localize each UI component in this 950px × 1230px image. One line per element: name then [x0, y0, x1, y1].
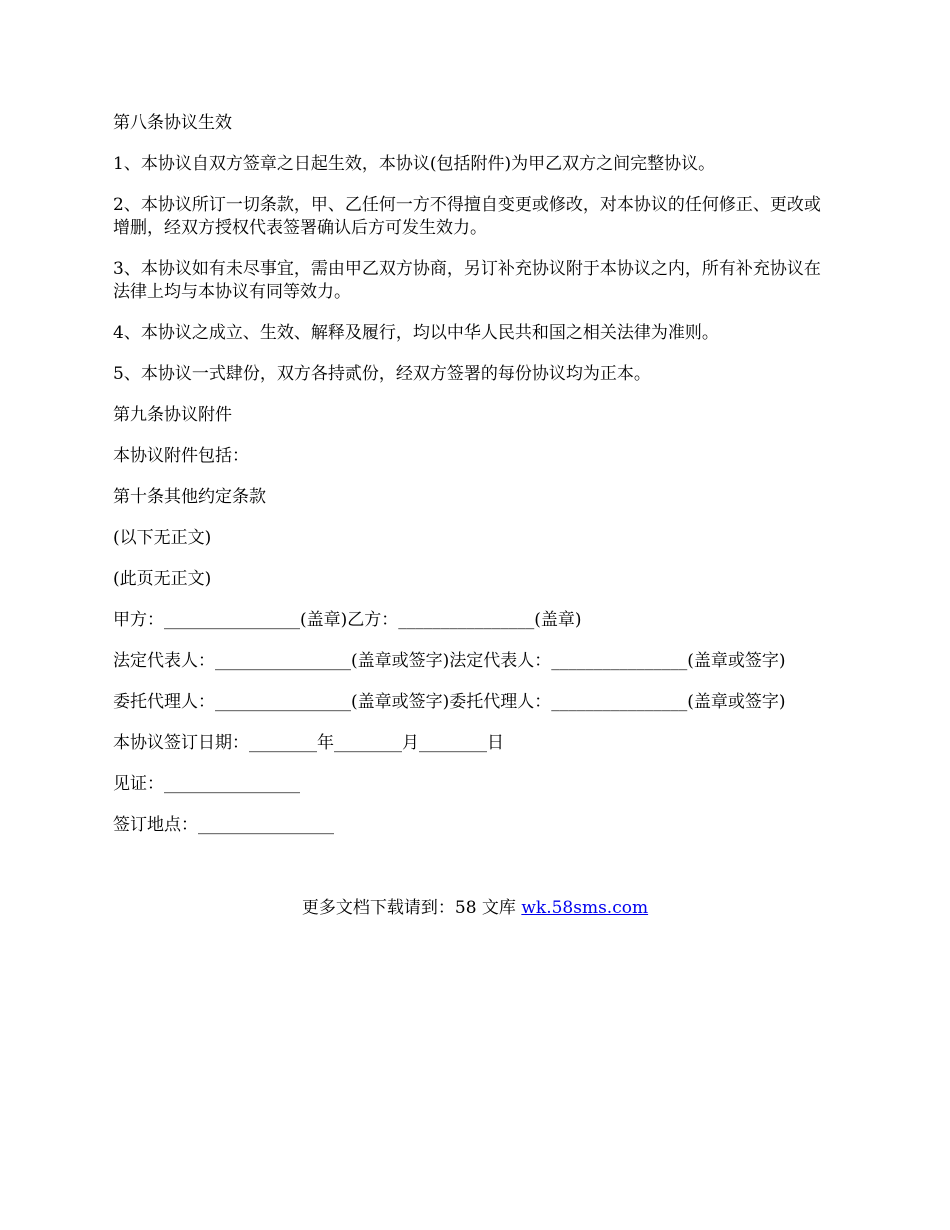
clause-8-2: 2、本协议所订一切条款，甲、乙任何一方不得擅自变更或修改，对本协议的任何修正、更改或增删，经双方授权代表签署确认后方可发生效力。 — [113, 195, 821, 238]
blank-page-note: (此页无正文) — [113, 569, 212, 589]
legal-representative-line: 法定代表人：________________(盖章或签字)法定代表人：________________(盖章或签字) — [113, 651, 786, 671]
clause-8-4: 4、本协议之成立、生效、解释及履行，均以中华人民共和国之相关法律为准则。 — [113, 323, 719, 343]
clause-8-5: 5、本协议一式肆份，双方各持贰份，经双方签署的每份协议均为正本。 — [113, 364, 651, 384]
witness-line: 见证：________________ — [113, 774, 300, 794]
signing-place-line: 签订地点：________________ — [113, 815, 334, 835]
footer-text: 更多文档下载请到：58 文库 — [301, 898, 522, 918]
footer-link[interactable]: wk.58sms.com — [521, 898, 649, 918]
authorized-agent-line: 委托代理人：________________(盖章或签字)委托代理人：________________(盖章或签字) — [113, 692, 786, 712]
clause-8-3: 3、本协议如有未尽事宜，需由甲乙双方协商，另订补充协议附于本协议之内，所有补充协议在法律上均与本协议有同等效力。 — [113, 259, 821, 302]
document-body — [113, 112, 831, 855]
footer — [0, 897, 950, 920]
attachments-line: 本协议附件包括： — [113, 446, 249, 466]
section-heading-10: 第十条其他约定条款 — [113, 487, 266, 507]
signing-date-line: 本协议签订日期：________年________月________日 — [113, 733, 504, 753]
party-signature-line: 甲方：________________(盖章)乙方：________________(盖章) — [113, 610, 582, 630]
section-heading-8: 第八条协议生效 — [113, 113, 232, 133]
section-heading-9: 第九条协议附件 — [113, 405, 232, 425]
no-further-text-note: (以下无正文) — [113, 528, 212, 548]
clause-8-1: 1、本协议自双方签章之日起生效，本协议(包括附件)为甲乙双方之间完整协议。 — [113, 154, 716, 174]
